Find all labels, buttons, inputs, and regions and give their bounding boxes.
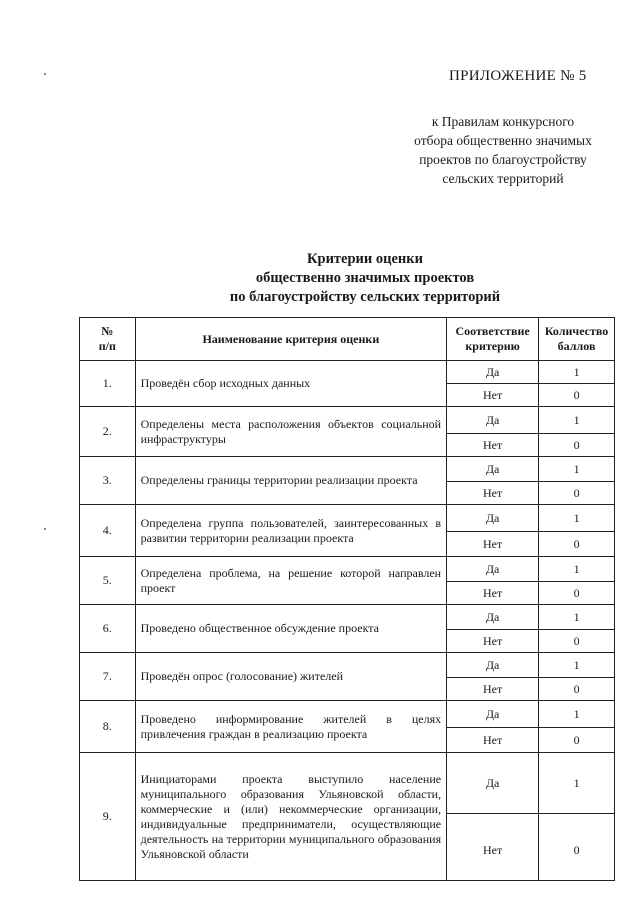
criteria-table bbox=[79, 317, 615, 881]
table-row bbox=[80, 361, 615, 384]
score-yes: 1 bbox=[539, 505, 615, 532]
score-no: 0 bbox=[539, 384, 615, 407]
table-row bbox=[80, 605, 615, 630]
match-yes: Да bbox=[447, 653, 539, 678]
header-match-line: Соответствие bbox=[455, 324, 530, 338]
match-no: Нет bbox=[447, 384, 539, 407]
score-yes: 1 bbox=[539, 457, 615, 482]
row-number: 4. bbox=[80, 505, 136, 557]
table-row bbox=[80, 407, 615, 434]
row-number: 2. bbox=[80, 407, 136, 457]
row-criterion: Инициаторами проекта выступило население муниципального образования Ульяновской области, коммерческие и (или) некоммерческие организации, индивидуальные предприниматели, осуществляющие деятельность на территории муниципального образования Ульяновской области bbox=[135, 753, 446, 881]
scan-speck bbox=[44, 528, 46, 530]
score-no: 0 bbox=[539, 814, 615, 881]
table-row bbox=[80, 505, 615, 532]
score-no: 0 bbox=[539, 434, 615, 457]
header-score bbox=[539, 318, 615, 361]
table-row bbox=[80, 753, 615, 814]
row-criterion: Проведён опрос (голосование) жителей bbox=[135, 653, 446, 701]
match-yes: Да bbox=[447, 557, 539, 582]
row-criterion: Определена группа пользователей, заинтересованных в развитии территории реализации проекта bbox=[135, 505, 446, 557]
score-no: 0 bbox=[539, 482, 615, 505]
table-row bbox=[80, 653, 615, 678]
document-title-line: общественно значимых проектов bbox=[255, 270, 475, 286]
row-number: 7. bbox=[80, 653, 136, 701]
match-no: Нет bbox=[447, 532, 539, 557]
header-score-line: баллов bbox=[557, 339, 596, 353]
document-title-line: по благоустройству сельских территорий bbox=[229, 289, 501, 305]
match-yes: Да bbox=[447, 753, 539, 814]
row-number: 9. bbox=[80, 753, 136, 881]
row-number: 1. bbox=[80, 361, 136, 407]
match-yes: Да bbox=[447, 457, 539, 482]
score-no: 0 bbox=[539, 532, 615, 557]
row-criterion: Определена проблема, на решение которой направлен проект bbox=[135, 557, 446, 605]
header-number-line: п/п bbox=[98, 339, 116, 353]
header-score-line: Количество bbox=[544, 324, 609, 338]
table-row bbox=[80, 701, 615, 728]
match-yes: Да bbox=[447, 701, 539, 728]
row-number: 3. bbox=[80, 457, 136, 505]
appendix-subtitle-line: отбора общественно значимых bbox=[414, 133, 592, 148]
row-criterion: Проведено информирование жителей в целях привлечения граждан в реализацию проекта bbox=[135, 701, 446, 753]
appendix-title: ПРИЛОЖЕНИЕ № 5 bbox=[449, 68, 587, 84]
match-no: Нет bbox=[447, 630, 539, 653]
row-number: 5. bbox=[80, 557, 136, 605]
match-no: Нет bbox=[447, 582, 539, 605]
match-yes: Да bbox=[447, 407, 539, 434]
table-row bbox=[80, 457, 615, 482]
score-no: 0 bbox=[539, 678, 615, 701]
match-no: Нет bbox=[447, 814, 539, 881]
scan-speck bbox=[44, 73, 46, 75]
score-yes: 1 bbox=[539, 753, 615, 814]
row-criterion: Определены места расположения объектов социальной инфраструктуры bbox=[135, 407, 446, 457]
match-yes: Да bbox=[447, 505, 539, 532]
header-match-line: критерию bbox=[465, 339, 520, 353]
row-criterion: Проведено общественное обсуждение проекта bbox=[135, 605, 446, 653]
match-no: Нет bbox=[447, 728, 539, 753]
row-criterion: Проведён сбор исходных данных bbox=[135, 361, 446, 407]
row-criterion: Определены границы территории реализации проекта bbox=[135, 457, 446, 505]
score-yes: 1 bbox=[539, 605, 615, 630]
document-title-line: Критерии оценки bbox=[307, 251, 423, 267]
score-no: 0 bbox=[539, 630, 615, 653]
match-no: Нет bbox=[447, 434, 539, 457]
header-number bbox=[80, 318, 136, 361]
table-row bbox=[80, 557, 615, 582]
appendix-subtitle-line: к Правилам конкурсного bbox=[431, 114, 575, 129]
score-yes: 1 bbox=[539, 361, 615, 384]
appendix-subtitle bbox=[392, 112, 614, 188]
appendix-subtitle-line: проектов по благоустройству bbox=[419, 152, 587, 167]
score-yes: 1 bbox=[539, 653, 615, 678]
document-title bbox=[150, 250, 580, 307]
row-number: 6. bbox=[80, 605, 136, 653]
match-yes: Да bbox=[447, 605, 539, 630]
score-yes: 1 bbox=[539, 701, 615, 728]
table-header-row bbox=[80, 318, 615, 361]
header-match bbox=[447, 318, 539, 361]
score-no: 0 bbox=[539, 728, 615, 753]
score-yes: 1 bbox=[539, 557, 615, 582]
header-number-line: № bbox=[101, 324, 114, 338]
match-no: Нет bbox=[447, 678, 539, 701]
appendix-subtitle-line: сельских территорий bbox=[442, 171, 564, 186]
match-yes: Да bbox=[447, 361, 539, 384]
score-yes: 1 bbox=[539, 407, 615, 434]
header-criterion: Наименование критерия оценки bbox=[135, 318, 446, 361]
score-no: 0 bbox=[539, 582, 615, 605]
row-number: 8. bbox=[80, 701, 136, 753]
match-no: Нет bbox=[447, 482, 539, 505]
